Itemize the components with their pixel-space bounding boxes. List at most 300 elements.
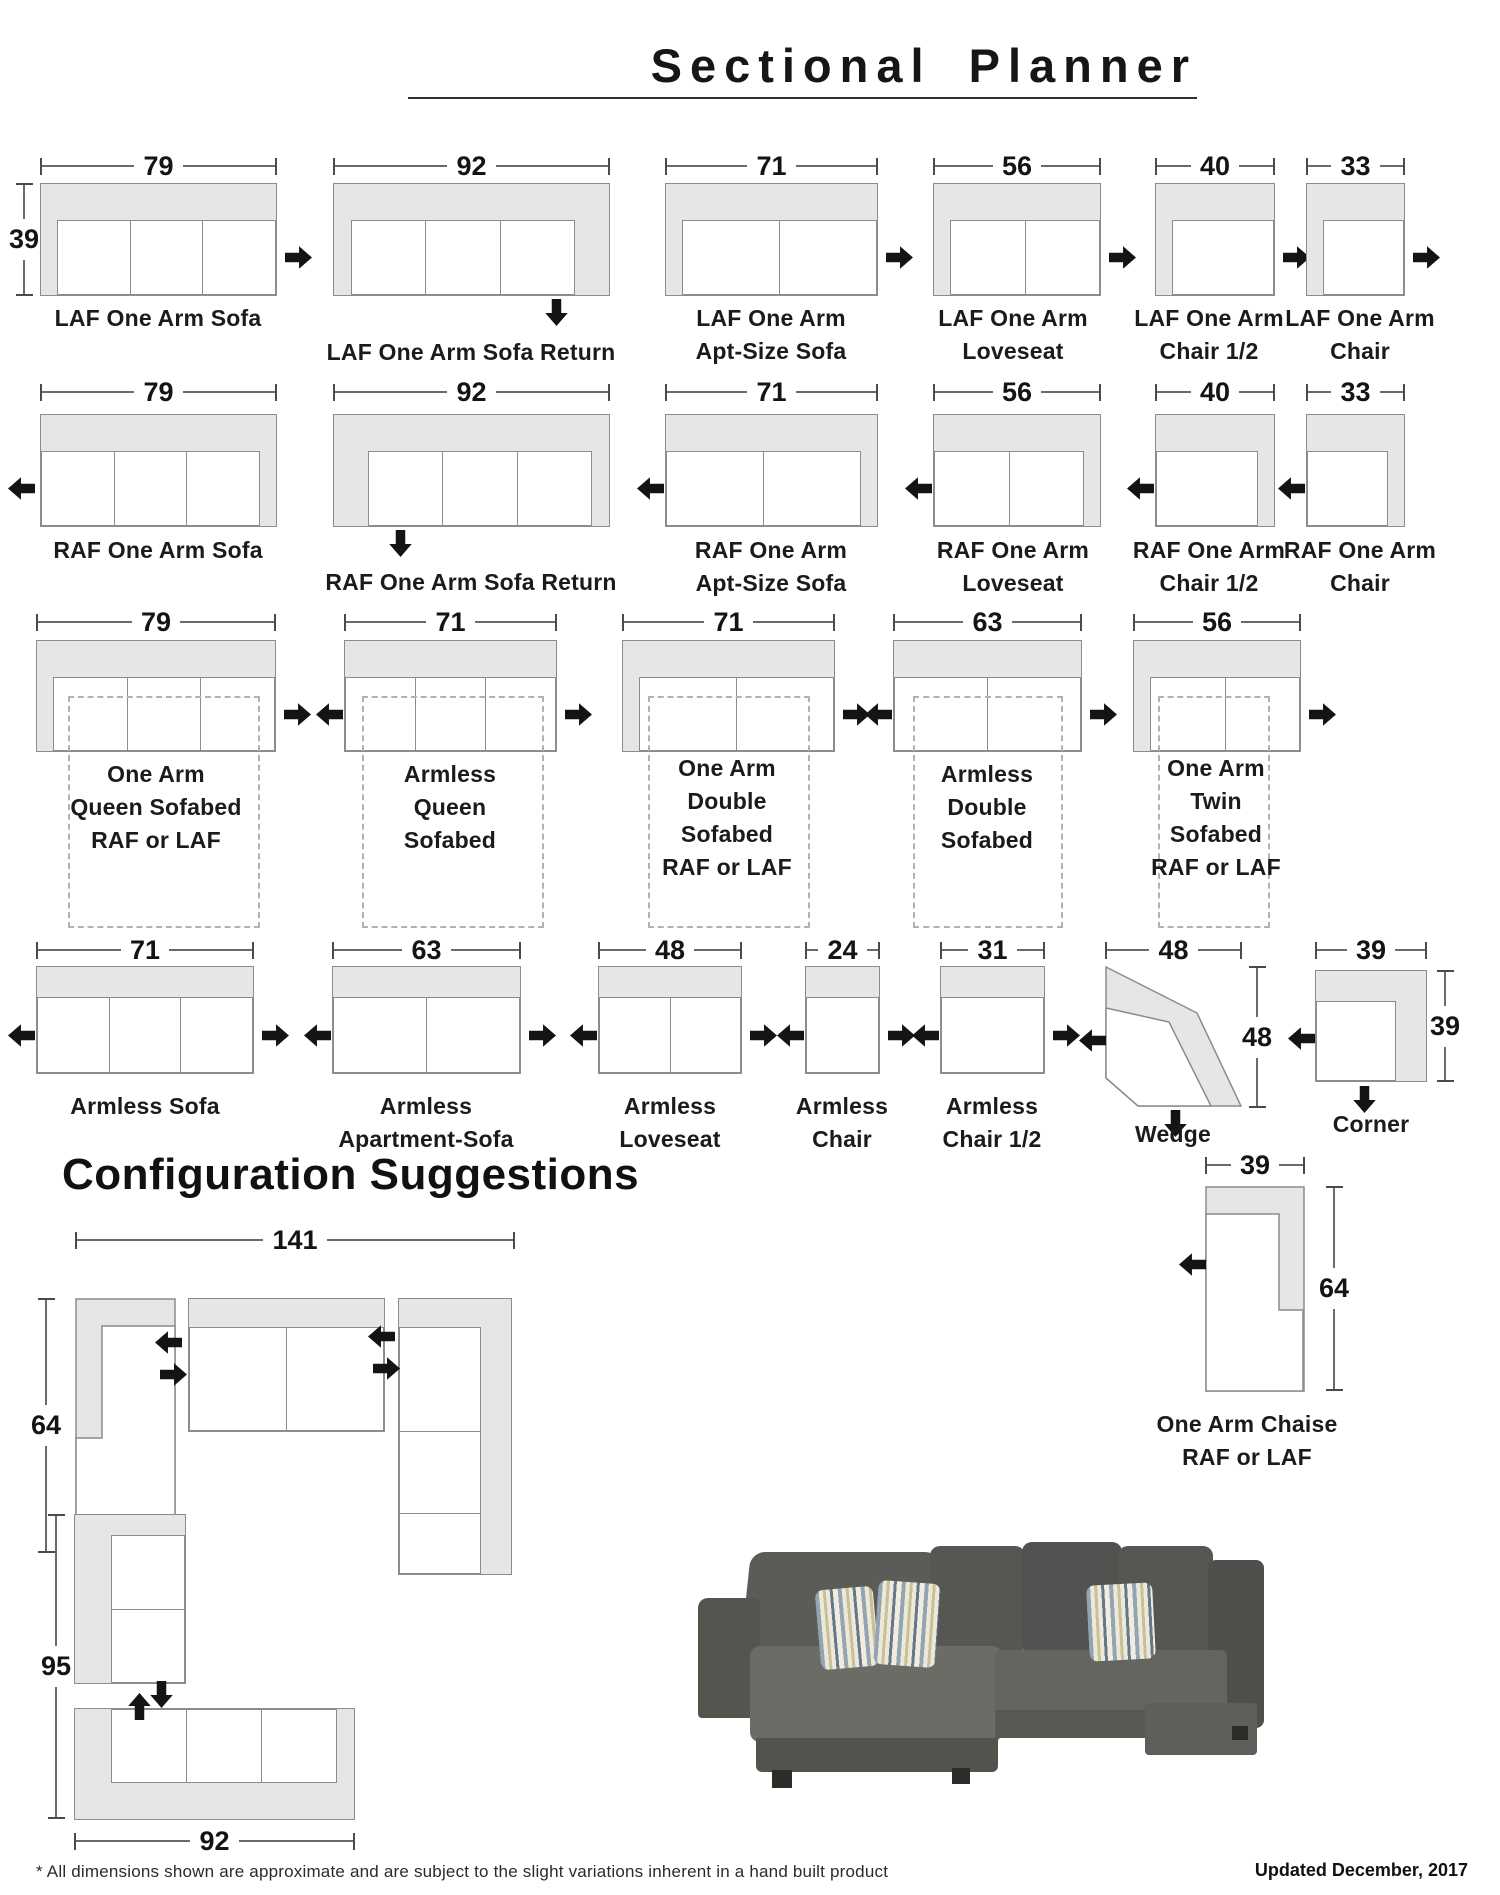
laf-one-arm-sofa-return-label: [301, 336, 641, 369]
raf-one-arm-chair-half-diagram: [1155, 414, 1275, 527]
width-dimension: [332, 935, 521, 965]
dim-tick: [48, 1817, 65, 1819]
label-line: One Arm: [107, 761, 205, 787]
dim-line: [1157, 165, 1191, 167]
seat-cushion: [400, 1432, 480, 1514]
width-dimension: [75, 1225, 515, 1255]
seat-cushion: [667, 452, 764, 525]
seat-cushion: [38, 998, 110, 1072]
width-dimension: [805, 935, 880, 965]
dimension-value: 48: [1241, 1021, 1273, 1052]
seat-cushion: [110, 998, 182, 1072]
seat-cushion: [427, 998, 519, 1072]
dim-line: [796, 165, 876, 167]
width-dimension: [665, 151, 878, 181]
dim-line: [183, 165, 275, 167]
label-line: LAF One Arm Sofa Return: [326, 339, 616, 365]
seat-cushion: [501, 221, 574, 294]
dim-tick: [1326, 1389, 1343, 1391]
dimension-value: 71: [756, 150, 787, 181]
dim-line: [1380, 165, 1403, 167]
dim-line: [1444, 972, 1446, 1006]
depth-dimension: [1423, 970, 1467, 1082]
dimension-value: 56: [1201, 606, 1233, 637]
seat-cushion: [671, 998, 741, 1072]
config2-chaise-seat: [111, 1535, 185, 1683]
label-line: RAF or LAF: [1151, 854, 1281, 880]
seat-cushion: [942, 998, 1043, 1072]
dim-tick: [1425, 942, 1427, 959]
dim-line: [334, 949, 402, 951]
label-line: Armless: [623, 1093, 717, 1119]
dim-line: [38, 621, 132, 623]
armless-chair-diagram: [805, 966, 880, 1074]
left-arrow-icon: [777, 1023, 804, 1048]
width-dimension: [1155, 151, 1275, 181]
dim-line: [1012, 621, 1080, 623]
width-dimension: [1133, 607, 1301, 637]
label-line: LAF One Arm: [1285, 305, 1435, 331]
dim-line: [45, 1300, 47, 1405]
dim-tick: [878, 942, 880, 959]
seat-cushion: [187, 452, 259, 525]
photo-foot: [1232, 1726, 1248, 1740]
dimension-value: 40: [1199, 150, 1231, 181]
dimension-value: 71: [756, 376, 787, 407]
raf-one-arm-sofa-seat: [41, 451, 260, 526]
label-line: LAF One Arm Sofa: [54, 305, 262, 331]
dim-line: [624, 621, 704, 623]
dim-line: [1198, 949, 1240, 951]
dim-line: [867, 949, 878, 951]
raf-one-arm-loveseat-seat: [934, 451, 1084, 526]
left-arrow-icon: [1079, 1028, 1106, 1053]
dim-line: [327, 1239, 513, 1241]
label-line: Chair: [812, 1126, 872, 1152]
left-arrow-icon: [637, 476, 664, 501]
seat-cushion: [1026, 221, 1100, 294]
right-arrow-icon: [1090, 702, 1117, 727]
one-arm-twin-sofabed-label: [1046, 752, 1386, 884]
one-arm-chaise-diagram: [1205, 1186, 1305, 1392]
raf-one-arm-chair-half-seat: [1156, 451, 1258, 526]
dimension-value: 92: [199, 1825, 230, 1856]
dim-line: [1107, 949, 1149, 951]
dim-line: [42, 391, 134, 393]
dim-line: [335, 165, 447, 167]
photo-foot: [952, 1768, 970, 1784]
width-dimension: [1205, 1150, 1305, 1180]
dimension-value: 56: [1001, 150, 1033, 181]
width-dimension: [36, 607, 276, 637]
config2-sofa-seat: [111, 1709, 337, 1783]
dimension-value: 79: [140, 606, 172, 637]
dim-line: [169, 949, 252, 951]
dim-line: [1256, 968, 1258, 1017]
right-arrow-icon: [529, 1023, 556, 1048]
seat-cushion: [1157, 452, 1257, 525]
left-arrow-icon: [1127, 476, 1154, 501]
down-arrow-icon: [544, 299, 569, 326]
laf-one-arm-chair-label: [1190, 302, 1500, 368]
label-line: One Arm: [678, 755, 776, 781]
laf-one-arm-loveseat-diagram: [933, 183, 1101, 296]
dim-line: [1239, 165, 1273, 167]
label-line: LAF One Arm: [1134, 305, 1284, 331]
width-dimension: [940, 935, 1045, 965]
photo-chaise-front: [756, 1738, 998, 1772]
raf-one-arm-chair-label: [1190, 534, 1500, 600]
left-arrow-icon: [912, 1023, 939, 1048]
seat-cushion: [181, 998, 252, 1072]
width-dimension: [333, 377, 610, 407]
label-line: Chair 1/2: [942, 1126, 1042, 1152]
right-arrow-icon: [284, 702, 311, 727]
dim-line: [600, 949, 646, 951]
depth-dimension: [34, 1514, 78, 1819]
dimension-value: 92: [456, 150, 487, 181]
width-dimension: [933, 377, 1101, 407]
label-line: Corner: [1332, 1111, 1410, 1137]
dimension-value: 71: [435, 606, 466, 637]
laf-one-arm-chair-diagram: [1306, 183, 1405, 296]
dim-line: [1207, 1164, 1231, 1166]
laf-one-arm-chair-seat: [1323, 220, 1404, 295]
label-line: Armless: [945, 1093, 1039, 1119]
label-line: Queen Sofabed: [70, 794, 242, 820]
right-arrow-icon: [888, 1023, 915, 1048]
width-dimension: [1155, 377, 1275, 407]
label-line: Sofabed: [1169, 821, 1263, 847]
left-arrow-icon: [8, 476, 35, 501]
label-line: Chair 1/2: [1159, 570, 1259, 596]
dimension-value: 79: [143, 376, 174, 407]
seat-cushion: [112, 1710, 187, 1782]
label-line: One Arm Chaise: [1156, 1411, 1338, 1437]
laf-one-arm-apt-size-sofa-seat: [682, 220, 877, 295]
footer-updated: Updated December, 2017: [1254, 1860, 1468, 1880]
dim-tick: [275, 158, 277, 175]
dim-line: [1241, 621, 1299, 623]
width-dimension: [1105, 935, 1242, 965]
width-dimension: [344, 607, 557, 637]
dim-line: [475, 621, 555, 623]
dim-line: [23, 185, 25, 219]
label-line: Armless: [795, 1093, 889, 1119]
raf-one-arm-chair-seat: [1307, 451, 1388, 526]
dim-tick: [353, 1833, 355, 1850]
dim-tick: [608, 384, 610, 401]
raf-one-arm-sofa-return-label: [301, 566, 641, 599]
left-arrow-icon: [1288, 1026, 1315, 1051]
config1-return-diagram: [398, 1298, 512, 1575]
dimension-value: 95: [40, 1651, 72, 1681]
config2-chaise-diagram: [74, 1514, 186, 1684]
raf-one-arm-sofa-label: [0, 534, 328, 567]
title-underline: [408, 97, 1197, 99]
width-dimension: [598, 935, 742, 965]
photo-foot: [772, 1770, 792, 1788]
down-arrow-icon: [388, 530, 413, 557]
armless-loveseat-seat: [599, 997, 741, 1073]
dim-line: [1041, 391, 1099, 393]
dim-line: [1135, 621, 1193, 623]
label-line: RAF One Arm: [1132, 537, 1286, 563]
dim-line: [496, 391, 608, 393]
dim-tick: [1437, 1080, 1454, 1082]
label-line: Sofabed: [680, 821, 774, 847]
raf-one-arm-chair-diagram: [1306, 414, 1405, 527]
dim-tick: [252, 942, 254, 959]
dim-tick: [16, 294, 33, 296]
right-arrow-icon: [1413, 245, 1440, 270]
label-line: Sofabed: [403, 827, 497, 853]
dim-line: [77, 1239, 263, 1241]
left-arrow-icon: [304, 1023, 331, 1048]
dim-line: [42, 165, 134, 167]
laf-one-arm-chair-half-seat: [1172, 220, 1274, 295]
laf-one-arm-apt-size-sofa-diagram: [665, 183, 878, 296]
dim-line: [1041, 165, 1099, 167]
seat-cushion: [951, 221, 1026, 294]
width-dimension: [36, 935, 254, 965]
label-line: Apartment-Sofa: [338, 1126, 514, 1152]
dim-tick: [833, 614, 835, 631]
label-line: Loveseat: [962, 570, 1064, 596]
corner-label: [1201, 1108, 1500, 1141]
dim-tick: [1273, 384, 1275, 401]
seat-cushion: [352, 221, 426, 294]
dim-line: [239, 1840, 353, 1842]
width-dimension: [1306, 151, 1405, 181]
width-dimension: [40, 151, 277, 181]
dim-line: [935, 391, 993, 393]
depth-dimension: [1312, 1186, 1356, 1391]
config2-sofa-diagram: [74, 1708, 355, 1820]
seat-cushion: [400, 1514, 480, 1575]
wedge-diagram: [1105, 966, 1242, 1108]
seat-cushion: [1317, 1002, 1395, 1080]
raf-one-arm-apt-size-sofa-diagram: [665, 414, 878, 527]
seat-cushion: [187, 1710, 262, 1782]
armless-chair-half-seat: [941, 997, 1044, 1073]
label-line: LAF One Arm: [696, 305, 846, 331]
dimension-value: 39: [1429, 1010, 1461, 1041]
seat-cushion: [683, 221, 780, 294]
dim-line: [76, 1840, 190, 1842]
seat-cushion: [807, 998, 878, 1072]
seat-cushion: [443, 452, 517, 525]
seat-cushion: [203, 221, 275, 294]
dim-line: [496, 165, 608, 167]
dim-line: [451, 949, 519, 951]
laf-one-arm-sofa-label: [0, 302, 328, 335]
left-arrow-icon: [316, 702, 343, 727]
armless-chair-seat: [806, 997, 879, 1073]
dim-tick: [513, 1232, 515, 1249]
dimension-value: 64: [1318, 1273, 1350, 1303]
dimension-value: 33: [1340, 150, 1371, 181]
label-line: Double: [947, 794, 1027, 820]
dim-tick: [1099, 384, 1101, 401]
dim-line: [1239, 391, 1273, 393]
laf-one-arm-chair-half-diagram: [1155, 183, 1275, 296]
left-arrow-icon: [905, 476, 932, 501]
laf-one-arm-sofa-seat: [57, 220, 276, 295]
armless-sofa-seat: [37, 997, 253, 1073]
dim-line: [1317, 949, 1347, 951]
dim-line: [796, 391, 876, 393]
dimension-value: 141: [272, 1224, 318, 1255]
sectional-sofa-photo: [690, 1538, 1270, 1800]
dim-line: [180, 621, 274, 623]
seat-cushion: [58, 221, 131, 294]
config1-loveseat-diagram: [188, 1298, 385, 1432]
dimension-value: 39: [1355, 934, 1387, 965]
dim-line: [1279, 1164, 1303, 1166]
photo-striped-pillow: [873, 1580, 941, 1668]
label-line: One Arm: [1167, 755, 1265, 781]
label-line: Wedge: [1135, 1121, 1211, 1147]
seat-cushion: [115, 452, 188, 525]
label-line: Chair: [1330, 570, 1390, 596]
dim-line: [1444, 1047, 1446, 1081]
label-line: Armless: [940, 761, 1034, 787]
label-line: RAF or LAF: [1182, 1444, 1312, 1470]
armless-chair-half-diagram: [940, 966, 1045, 1074]
photo-striped-pillow: [1086, 1582, 1156, 1661]
dim-tick: [555, 614, 557, 631]
left-arrow-icon: [865, 702, 892, 727]
dim-tick: [274, 614, 276, 631]
seat-cushion: [131, 221, 204, 294]
label-line: Armless: [379, 1093, 473, 1119]
left-arrow-icon: [8, 1023, 35, 1048]
dim-tick: [1240, 942, 1242, 959]
right-arrow-icon: [262, 1023, 289, 1048]
label-line: Loveseat: [619, 1126, 721, 1152]
dim-tick: [876, 158, 878, 175]
right-arrow-icon: [1109, 245, 1136, 270]
config-heading: Configuration Suggestions: [62, 1150, 640, 1199]
right-arrow-icon: [750, 1023, 777, 1048]
label-line: RAF One Arm Sofa: [53, 537, 263, 563]
photo-back-cushion: [930, 1546, 1025, 1654]
seat-cushion: [400, 1328, 480, 1432]
dimension-value: 56: [1001, 376, 1033, 407]
label-line: RAF One Arm: [936, 537, 1090, 563]
seat-cushion: [334, 998, 427, 1072]
laf-one-arm-loveseat-seat: [950, 220, 1100, 295]
raf-one-arm-apt-size-sofa-seat: [666, 451, 861, 526]
label-line: Apt-Size Sofa: [695, 338, 847, 364]
label-line: Loveseat: [962, 338, 1064, 364]
dim-tick: [1099, 158, 1101, 175]
left-arrow-icon: [1179, 1252, 1206, 1277]
label-line: Apt-Size Sofa: [695, 570, 847, 596]
raf-one-arm-sofa-return-seat: [368, 451, 592, 526]
label-line: Chair 1/2: [1159, 338, 1259, 364]
dimension-value: 64: [30, 1410, 62, 1440]
photo-striped-pillow: [815, 1586, 880, 1671]
dim-line: [1333, 1309, 1335, 1389]
laf-one-arm-sofa-diagram: [40, 183, 277, 296]
dim-line: [1308, 165, 1331, 167]
raf-one-arm-sofa-diagram: [40, 414, 277, 527]
dim-tick: [1043, 942, 1045, 959]
seat-cushion: [369, 452, 443, 525]
label-line: RAF or LAF: [91, 827, 221, 853]
label-line: Armless Sofa: [70, 1093, 220, 1119]
dimension-value: 48: [654, 934, 686, 965]
config1-return-seat: [399, 1327, 481, 1574]
dim-line: [935, 165, 993, 167]
armless-sofa-diagram: [36, 966, 254, 1074]
dim-tick: [876, 384, 878, 401]
dim-line: [694, 949, 740, 951]
seat-cushion: [1324, 221, 1403, 294]
label-line: RAF One Arm: [694, 537, 848, 563]
config1-loveseat-seat: [189, 1327, 384, 1431]
dim-line: [1333, 1188, 1335, 1268]
right-arrow-icon: [886, 245, 913, 270]
dim-line: [1157, 391, 1191, 393]
corner-diagram: [1315, 970, 1427, 1082]
dim-line: [1017, 949, 1043, 951]
raf-one-arm-loveseat-diagram: [933, 414, 1101, 527]
dimension-value: 71: [129, 934, 161, 965]
right-arrow-icon: [565, 702, 592, 727]
dimension-value: 31: [977, 934, 1008, 965]
dim-tick: [1303, 1157, 1305, 1174]
one-arm-chaise-label: [1077, 1408, 1417, 1474]
armless-apartment-sofa-diagram: [332, 966, 521, 1074]
seat-cushion: [1010, 452, 1084, 525]
armless-loveseat-diagram: [598, 966, 742, 1074]
page-title: Sectional Planner: [650, 39, 1197, 92]
dim-line: [1395, 949, 1425, 951]
label-line: Twin: [1190, 788, 1242, 814]
label-line: Queen: [413, 794, 487, 820]
label-line: Armless: [403, 761, 497, 787]
label-line: RAF or LAF: [662, 854, 792, 880]
dimension-value: 24: [827, 934, 858, 965]
dim-line: [942, 949, 968, 951]
dimension-value: 48: [1158, 934, 1189, 965]
dim-line: [667, 391, 747, 393]
right-arrow-icon: [285, 245, 312, 270]
right-arrow-icon: [1309, 702, 1336, 727]
dim-line: [55, 1687, 57, 1817]
seat-cushion: [780, 221, 876, 294]
dim-line: [38, 949, 121, 951]
dim-line: [346, 621, 426, 623]
seat-cushion: [190, 1328, 287, 1430]
dim-line: [55, 1516, 57, 1646]
armless-apartment-sofa-seat: [333, 997, 520, 1073]
label-line: Sofabed: [940, 827, 1034, 853]
seat-cushion: [518, 452, 591, 525]
dimension-value: 63: [411, 934, 442, 965]
width-dimension: [893, 607, 1082, 637]
dim-line: [807, 949, 818, 951]
width-dimension: [1306, 377, 1405, 407]
label-line: RAF One Arm: [1283, 537, 1437, 563]
dim-line: [667, 165, 747, 167]
seat-cushion: [262, 1710, 336, 1782]
width-dimension: [933, 151, 1101, 181]
dim-line: [895, 621, 963, 623]
